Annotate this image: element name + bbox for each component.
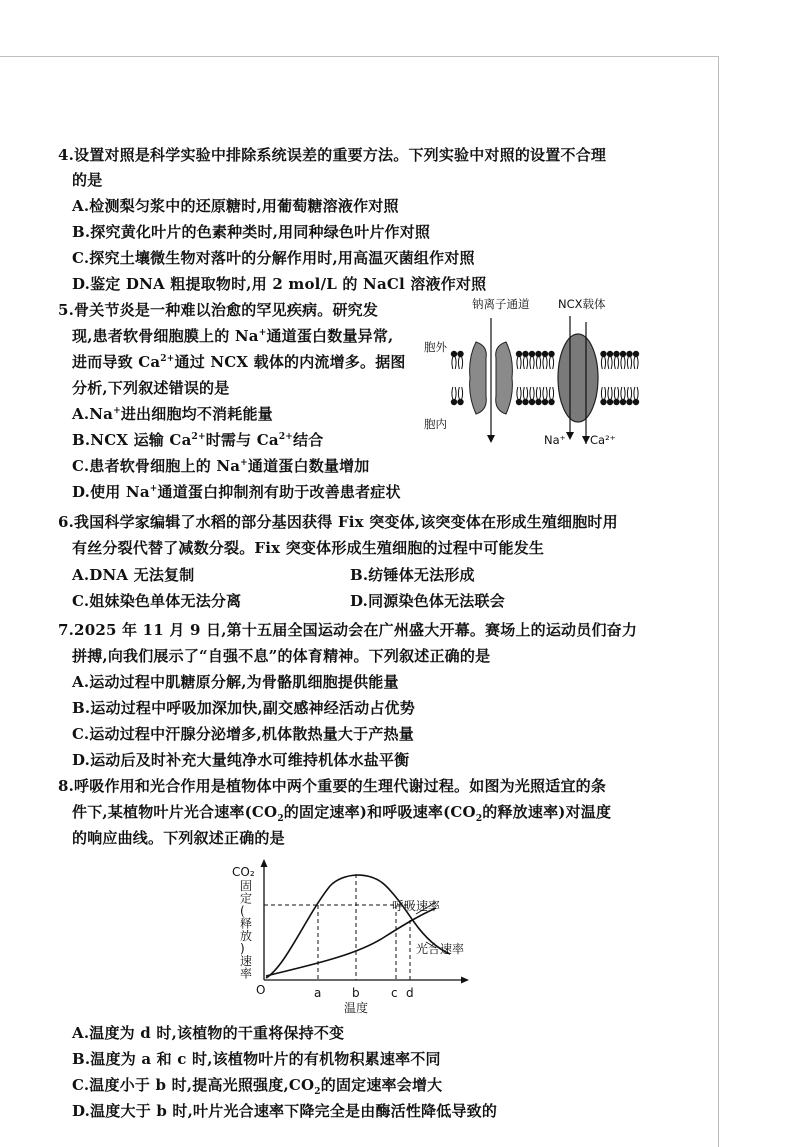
lipid-tail [536,387,540,399]
q7-option-a: A.运动过程中肌糖原分解,为骨骼肌细胞提供能量 [72,673,399,691]
lipid-head [542,351,548,357]
lipid-head [529,399,535,405]
lipid-head [516,399,522,405]
y-axis-label-char: ( [240,904,245,918]
q4-option-d: D.鉴定 DNA 粗提取物时,用 2 mol/L 的 NaCl 溶液作对照 [72,275,487,293]
q5-stem-line1: 5.骨关节炎是一种难以治愈的罕见疾病。研究发 [58,301,379,319]
lipid-head [633,399,639,405]
lipid-tail [530,387,534,399]
q8-stem-line3: 的响应曲线。下列叙述正确的是 [72,829,285,847]
y-axis-label-char: 定 [240,891,253,906]
ncx-carrier [558,334,598,422]
y-axis-label-char: 率 [240,966,253,981]
lipid-tail [608,357,612,369]
lipid-tail [517,387,521,399]
outside-label: 胞外 [424,340,447,354]
lipid-head [457,399,463,405]
tick-c: c [391,986,398,1000]
lipid-tail [530,357,534,369]
q4-stem-line2: 的是 [72,171,103,189]
sodium-channel-right [496,342,513,414]
lipid-head [457,351,463,357]
y-axis-label-char: 速 [240,954,253,968]
lipid-tail [601,387,605,399]
lipid-head [548,399,554,405]
lipid-tail [614,357,618,369]
ncx-na-arrowhead [566,432,574,440]
q7-option-b: B.运动过程中呼吸加深加快,副交感神经活动占优势 [72,699,415,717]
lipid-tail [458,387,462,399]
lipid-head [522,351,528,357]
y-axis-label [240,879,252,981]
q8-stem-line1: 8.呼吸作用和光合作用是植物体中两个重要的生理代谢过程。如图为光照适宜的条 [58,777,607,795]
y-axis-co2-label: CO₂ [232,865,255,879]
x-axis-arrowhead [461,977,469,984]
lipid-tail [614,387,618,399]
q5-stem-line4: 分析,下列叙述错误的是 [72,379,230,397]
lipid-tail [608,387,612,399]
q7-stem-line2: 拼搏,向我们展示了“自强不息”的体育精神。下列叙述正确的是 [72,647,491,665]
q6-stem-line1: 6.我国科学家编辑了水稻的部分基因获得 Fix 突变体,该突变体在形成生殖细胞时用 [58,513,618,531]
lipid-head [548,351,554,357]
lipid-head [600,399,606,405]
y-axis-label-char: 固 [240,879,253,893]
y-axis-arrowhead [261,859,268,867]
lipid-head [620,399,626,405]
lipid-tail [621,357,625,369]
q7-option-c: C.运动过程中汗腺分泌增多,机体散热量大于产热量 [72,725,414,743]
q4-option-a: A.检测梨匀浆中的还原糖时,用葡萄糖溶液作对照 [72,197,399,215]
lipid-head [535,399,541,405]
x-axis-label: 温度 [344,1001,369,1015]
lipid-tail [549,387,553,399]
y-axis-label-char: 放 [240,929,253,943]
tick-d: d [406,986,414,1000]
lipid-tail [627,357,631,369]
lipid-head [613,399,619,405]
lipid-tail [536,357,540,369]
q6-option-c: C.姐妹染色单体无法分离 [72,592,242,610]
q8-option-b: B.温度为 a 和 c 时,该植物叶片的有机物积累速率不同 [72,1050,441,1068]
q4-stem-line1: 4.设置对照是科学实验中排除系统误差的重要方法。下列实验中对照的设置不合理 [58,146,607,164]
na-ion-label: Na⁺ [544,433,566,447]
q6-stem-line2: 有丝分裂代替了减数分裂。Fix 突变体形成生殖细胞的过程中可能发生 [72,539,545,557]
lipid-head [529,351,535,357]
q4-option-b: B.探究黄化叶片的色素种类时,用同种绿色叶片作对照 [72,223,431,241]
q6-option-a: A.DNA 无法复制 [72,566,195,584]
lipid-head [626,351,632,357]
temperature-response-figure [226,856,496,1016]
q7-option-d: D.运动后及时补充大量纯净水可维持机体水盐平衡 [72,751,410,769]
tick-b: b [352,986,360,1000]
sodium-channel-left [470,342,487,414]
q6-option-d: D.同源染色体无法联会 [350,592,505,610]
q7-stem-line1: 7.2025 年 11 月 9 日,第十五届全国运动会在广州盛大开幕。赛场上的运动员们奋力 [58,621,638,639]
lipid-tail [523,357,527,369]
inside-label: 胞内 [424,417,447,431]
lipid-tail [543,387,547,399]
lipid-head [607,399,613,405]
q6-option-b: B.纺锤体无法形成 [350,566,475,584]
y-axis-label-char: ) [240,941,245,956]
lipid-head [535,351,541,357]
q5-stem-line3: 进而导致 $Ca^{2+}$通过 NCX 载体的内流增多。据图 [72,353,406,371]
lipid-tail [634,387,638,399]
lipid-head [613,351,619,357]
ca-ion-label: Ca²⁺ [590,433,616,447]
lipid-head [620,351,626,357]
membrane-diagram [420,296,645,456]
respiration-label: 呼吸速率 [392,899,441,913]
lipid-head [516,351,522,357]
lipid-head [451,351,457,357]
lipid-head [522,399,528,405]
q8-option-a: A.温度为 d 时,该植物的干重将保持不变 [72,1024,345,1042]
lipid-head [542,399,548,405]
q8-option-d: D.温度大于 b 时,叶片光合速率下降完全是由酶活性降低导致的 [72,1102,498,1120]
lipid-tail [452,387,456,399]
carrier-label: NCX载体 [558,297,606,311]
lipid-tail [543,357,547,369]
tick-a: a [314,986,322,1000]
q5-option-d: D.使用 Na+通道蛋白抑制剂有助于改善患者症状 [72,483,401,501]
q5-option-c: C.患者软骨细胞上的 Na+通道蛋白数量增加 [72,457,370,475]
na-channel-arrowhead [487,435,495,443]
photosynthesis-label: 光合速率 [416,942,465,956]
lipid-tail [523,387,527,399]
lipid-head [451,399,457,405]
channel-label: 钠离子通道 [472,297,530,311]
lipid-tail [621,387,625,399]
lipid-tail [452,357,456,369]
q8-option-c: C.温度小于 b 时,提高光照强度$,CO_2$的固定速率会增大 [72,1076,443,1097]
lipid-head [600,351,606,357]
q5-option-a: A.Na+进出细胞均不消耗能量 [72,405,273,423]
y-axis-label-char: 释 [240,916,253,931]
lipid-tail [517,357,521,369]
q4-option-c: C.探究土壤微生物对落叶的分解作用时,用高温灭菌组作对照 [72,249,475,267]
q5-stem-line2: 现,患者软骨细胞膜上的 Na+通道蛋白数量异常, [72,327,394,345]
lipid-tail [627,387,631,399]
lipid-tail [601,357,605,369]
lipid-head [633,351,639,357]
q5-option-b: B.NCX 运输 $Ca^{2+}$时需与 $Ca^{2+}$结合 [72,431,324,449]
lipid-tail [634,357,638,369]
lipid-head [607,351,613,357]
q8-stem-line2: 件下,某植物叶片光合速率($CO_2$的固定速率)和呼吸速率($CO_2$的释放速率)对温度 [72,803,612,824]
lipid-head [626,399,632,405]
lipid-tail [549,357,553,369]
photosynthesis-curve [266,875,450,978]
origin-label: O [256,983,266,997]
lipid-tail [458,357,462,369]
ncx-ca-arrowhead [582,436,590,444]
